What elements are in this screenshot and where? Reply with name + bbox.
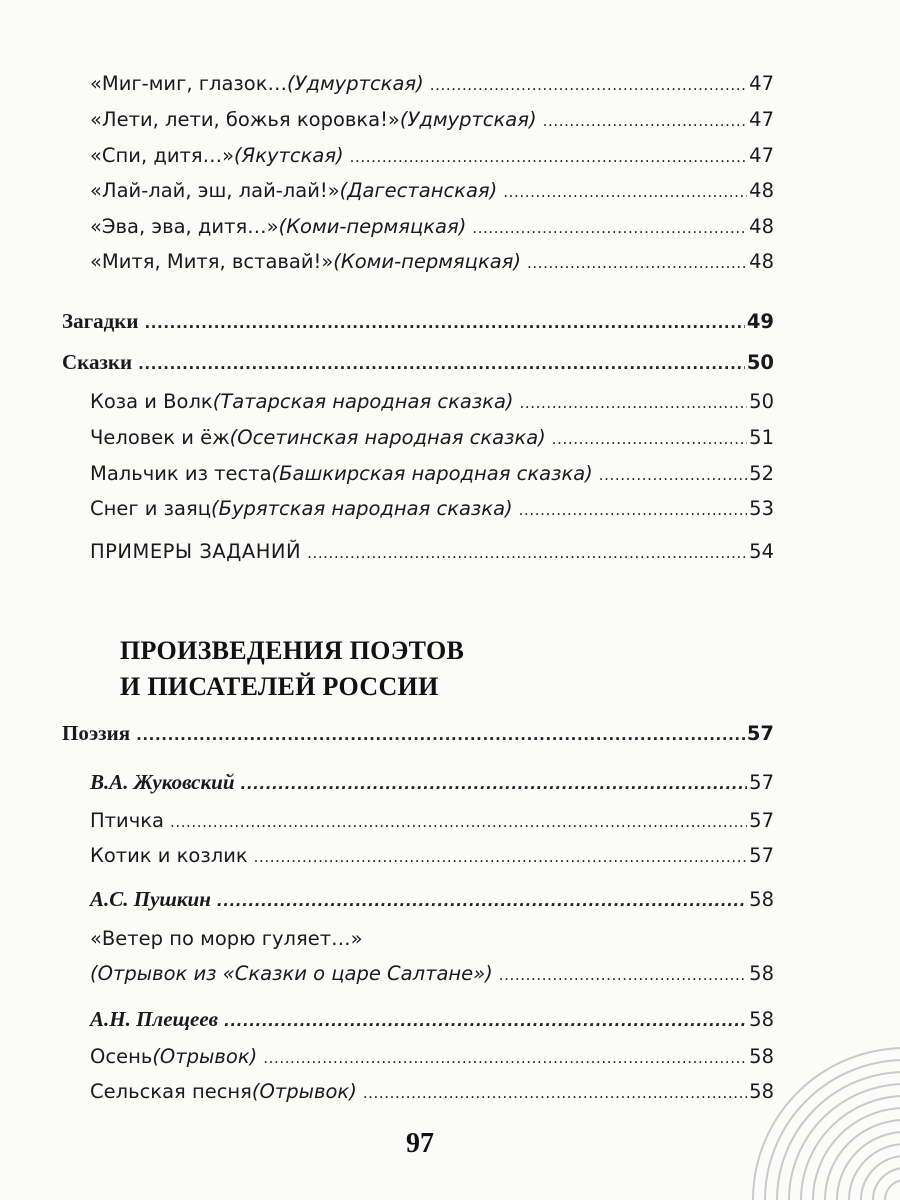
entry-page: 57 [749, 809, 774, 832]
entry-title: «Лай-лай, эш, лай-лай!» [90, 179, 340, 202]
part-heading-line1: ПРОИЗВЕДЕНИЯ ПОЭТОВ [120, 636, 465, 665]
toc-entry-examples [90, 537, 774, 568]
entry-page: 57 [746, 722, 774, 745]
leader-dots [599, 460, 747, 490]
entry-note: (Коми-пермяцкая) [333, 250, 522, 273]
entry-page: 47 [749, 108, 774, 131]
leader-dots [241, 769, 748, 799]
leader-dots [224, 1006, 747, 1036]
toc-entry [90, 141, 774, 172]
entry-note: (Осетинская народная сказка) [229, 426, 546, 449]
leader-dots [520, 388, 748, 418]
leader-dots [543, 106, 748, 136]
leader-dots [503, 177, 747, 207]
leader-dots [307, 538, 747, 568]
entry-page: 57 [749, 771, 774, 794]
entry-title: «Спи, дитя…» [90, 144, 235, 167]
toc-entry [90, 387, 774, 418]
entry-page: 58 [749, 1045, 774, 1068]
author-name: А.Н. Плещеев [90, 1007, 219, 1031]
entry-note: (Татарская народная сказка) [212, 390, 514, 413]
entry-note: (Отрывок) [152, 1045, 258, 1068]
entry-page: 48 [749, 250, 774, 273]
entry-title: Снег и заяц [90, 497, 211, 520]
decorative-swirl-icon [730, 1010, 900, 1200]
leader-dots [138, 349, 745, 379]
toc-entry [90, 69, 774, 100]
entry-note: (Дагестанская) [339, 179, 498, 202]
entry-note: (Бурятская народная сказка) [211, 497, 513, 520]
entry-note: (Отрывок) [251, 1080, 357, 1103]
toc-entry-line [90, 924, 363, 954]
leader-dots [263, 1043, 747, 1073]
toc-section-riddles [62, 306, 774, 338]
leader-dots [430, 70, 747, 100]
entry-title: «Эва, эва, дитя…» [90, 215, 279, 238]
toc-entry [90, 212, 774, 243]
leader-dots [519, 495, 748, 525]
entry-page: 50 [746, 351, 774, 374]
entry-page: 47 [749, 72, 774, 95]
entry-title: Коза и Волк [90, 390, 213, 413]
leader-dots [350, 142, 748, 172]
toc-entry [90, 105, 774, 136]
entry-page: 58 [749, 1008, 774, 1031]
toc-entry [90, 806, 774, 837]
entry-page: 50 [749, 390, 774, 413]
entry-page: 54 [749, 540, 774, 563]
entry-note: (Якутская) [234, 144, 344, 167]
leader-dots [527, 248, 747, 278]
toc-section-tales [62, 347, 774, 379]
entry-note: (Коми-пермяцкая) [278, 215, 467, 238]
leader-dots [552, 424, 747, 454]
toc-entry [90, 247, 774, 278]
toc-entry [90, 423, 774, 454]
toc-entry [90, 959, 774, 990]
entry-page: 47 [749, 144, 774, 167]
toc-section-poetry [62, 718, 774, 750]
part-heading-line2: И ПИСАТЕЛЕЙ РОССИИ [120, 672, 439, 701]
entry-page: 53 [749, 497, 774, 520]
entry-note: (Башкирская народная сказка) [271, 462, 593, 485]
section-title: Сказки [62, 350, 133, 374]
entry-title: ПРИМЕРЫ ЗАДАНИЙ [90, 540, 302, 563]
entry-page: 58 [749, 888, 774, 911]
toc-entry [90, 176, 774, 207]
author-name: А.С. Пушкин [90, 887, 211, 911]
page-number: 97 [406, 1128, 434, 1159]
leader-dots [136, 720, 745, 750]
toc-author-zhukovsky [90, 767, 774, 799]
entry-page: 58 [749, 962, 774, 985]
leader-dots [254, 842, 748, 872]
leader-dots [499, 960, 747, 990]
leader-dots [170, 807, 747, 837]
toc-entry [90, 1077, 774, 1108]
entry-page: 58 [749, 1080, 774, 1103]
entry-title: «Ветер по морю гуляет…» [90, 927, 363, 950]
entry-page: 57 [749, 844, 774, 867]
entry-title: Птичка [90, 809, 164, 832]
entry-title: «Митя, Митя, вставай!» [90, 250, 334, 273]
entry-note: (Удмуртская) [399, 108, 537, 131]
leader-dots [217, 886, 747, 916]
leader-dots [472, 213, 747, 243]
section-title: Загадки [62, 309, 139, 333]
entry-title: (Отрывок из «Сказки о царе Салтане») [90, 962, 493, 985]
toc-entry [90, 1042, 774, 1073]
entry-title: Осень [90, 1045, 153, 1068]
author-name: В.А. Жуковский [90, 770, 235, 794]
entry-title: «Лети, лети, божья коровка!» [90, 108, 400, 131]
toc-author-pleshcheev [90, 1004, 774, 1036]
section-title: Поэзия [62, 721, 131, 745]
entry-title: Мальчик из теста [90, 462, 272, 485]
entry-note: (Удмуртская) [286, 72, 424, 95]
entry-page: 51 [749, 426, 774, 449]
entry-title: Человек и ёж [90, 426, 230, 449]
entry-title: «Миг-миг, глазок… [90, 72, 287, 95]
entry-page: 48 [749, 215, 774, 238]
toc-author-pushkin [90, 884, 774, 916]
toc-entry [90, 494, 774, 525]
leader-dots [144, 308, 744, 338]
leader-dots [363, 1078, 747, 1108]
entry-page: 52 [749, 462, 774, 485]
entry-page: 49 [746, 310, 774, 333]
entry-title: Сельская песня [90, 1080, 252, 1103]
toc-entry [90, 841, 774, 872]
entry-title: Котик и козлик [90, 844, 248, 867]
entry-page: 48 [749, 179, 774, 202]
toc-entry [90, 459, 774, 490]
